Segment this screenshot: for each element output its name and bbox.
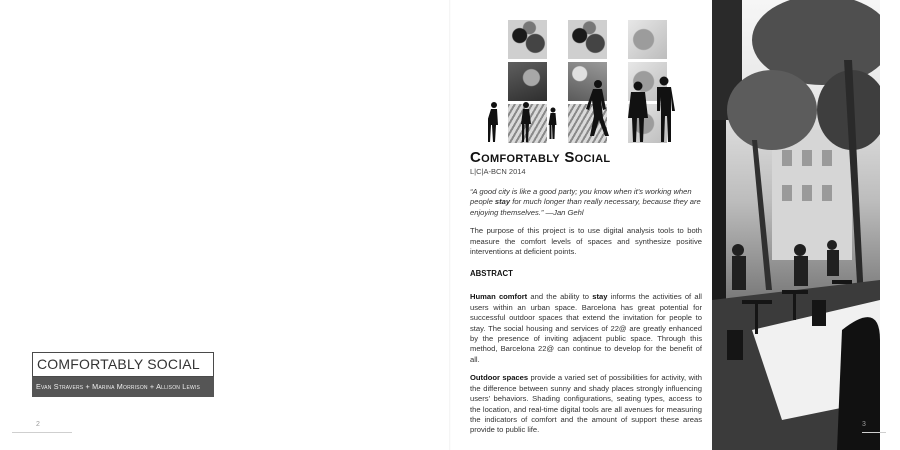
purpose-paragraph: The purpose of this project is to use digital analysis tools to both measure the comfort levels of spaces and synthesize positive interventions at deficient points. [470, 226, 702, 257]
street-photo [712, 0, 880, 450]
quote-text-part1: “A good city is like a good party; you know when it’s working when people [470, 187, 692, 207]
cover-title-box: COMFORTABLY SOCIAL [32, 352, 214, 377]
page-title: Comfortably Social [470, 149, 611, 166]
abstract-lead-1: Human comfort [470, 292, 528, 302]
page-number-right: 3 [862, 421, 866, 428]
photo-tile [568, 20, 607, 59]
page-number-left: 2 [36, 421, 40, 428]
abstract-text-1a: and the ability to [527, 292, 593, 302]
people-silhouettes-icon [488, 75, 680, 145]
jan-gehl-quote [470, 187, 702, 218]
abstract-text-2: provide a varied set of possibilities for activity, with the difference between sunny and shady places strongly influencing users’ behaviors. Shading configurations, seating types, access to the location, and real-time digital tools are all avenues for measuring the indicators of comfort and the amount of support these areas provide to public life. [470, 373, 702, 435]
page-subtitle: L|C|A-BCN 2014 [470, 167, 526, 176]
abstract-paragraph-2 [470, 373, 702, 435]
title-graphic [488, 20, 680, 145]
quote-text-part2: for much longer than really necessary, because they are enjoying themselves.” —Jan Gehl [470, 197, 701, 217]
photo-tile [508, 20, 547, 59]
abstract-emphasis: stay [592, 292, 608, 302]
photo-tile [628, 20, 667, 59]
text-column [470, 148, 702, 436]
abstract-heading: ABSTRACT [470, 269, 513, 279]
cover-authors-band: Evan Stravers + Marina Morrison + Allison Lewis [32, 377, 214, 397]
abstract-lead-2: Outdoor spaces [470, 373, 529, 383]
page-number-rule-right [862, 432, 886, 433]
abstract-text-1b: informs the activities of all users within an urban space. Barcelona has great potential for successful outdoor spaces that extend the invitation for people to stay. The social housing and services of 22@ are greatly enhanced by the presence of inviting adjacent public space. Through this method, Barcelona 22@ can continue to develop for the benefit of all. [470, 292, 702, 364]
abstract-paragraph-1 [470, 292, 702, 365]
page-number-rule-left [12, 432, 72, 433]
quote-emphasis: stay [494, 197, 511, 207]
street-scene-image [712, 0, 880, 450]
page-gutter [449, 0, 451, 450]
